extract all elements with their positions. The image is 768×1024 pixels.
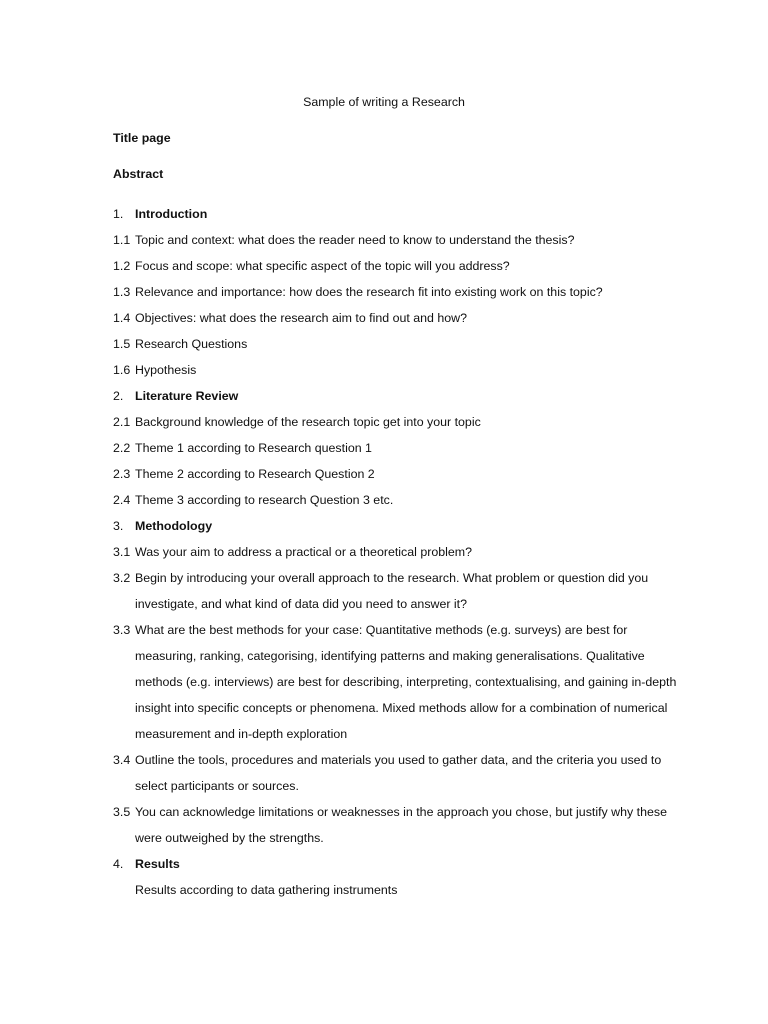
item-number: 3.5	[113, 805, 131, 819]
item-number: 3.4	[113, 753, 131, 767]
item-number: 2.2	[113, 441, 131, 455]
item-text: Theme 3 according to research Question 3 etc.	[135, 493, 394, 507]
section-label: Introduction	[135, 207, 208, 221]
item-number: 1.2	[113, 259, 131, 273]
list-item	[113, 279, 681, 305]
list-item	[113, 331, 681, 357]
item-number: 3.1	[113, 545, 131, 559]
item-text: Relevance and importance: how does the research fit into existing work on this topic?	[135, 285, 603, 299]
title-page-heading: Title page	[113, 131, 171, 145]
section-label: Methodology	[135, 519, 213, 533]
list-item	[113, 747, 681, 799]
list-item	[113, 539, 681, 565]
section-label: Literature Review	[135, 389, 239, 403]
list-item	[113, 435, 681, 461]
item-text: Theme 2 according to Research Question 2	[135, 467, 375, 481]
document-body	[113, 93, 681, 903]
item-text: Topic and context: what does the reader need to know to understand the thesis?	[135, 233, 575, 247]
list-item	[113, 565, 681, 617]
item-text: Begin by introducing your overall approach to the research. What problem or question did you investigate, and what kind of data did you need to answer it?	[135, 571, 649, 611]
item-number: 1.6	[113, 363, 131, 377]
item-number: 3.2	[113, 571, 131, 585]
item-text: Was your aim to address a practical or a theoretical problem?	[135, 545, 472, 559]
document-title: Sample of writing a Research	[303, 95, 465, 109]
list-item	[113, 461, 681, 487]
section-number: 4.	[113, 857, 124, 871]
list-item	[113, 227, 681, 253]
section-methodology-heading	[113, 513, 681, 539]
list-item	[113, 617, 681, 747]
item-number: 1.1	[113, 233, 131, 247]
item-text: Research Questions	[135, 337, 248, 351]
item-number: 3.3	[113, 623, 131, 637]
item-number: 2.1	[113, 415, 131, 429]
item-text: What are the best methods for your case: Quantitative methods (e.g. surveys) are best for measuring, ranking, categorising, identifying patterns and making generalisations. Qualitative methods (e.g. interviews) are best for describing, interpreting, contextualising, and gaining in-depth insight into specific concepts or phenomena. Mixed methods allow for a combination of numerical measurement and in-depth exploration	[135, 623, 677, 741]
item-text: You can acknowledge limitations or weaknesses in the approach you chose, but justify why these were outweighed by the strengths.	[135, 805, 667, 845]
section-number: 2.	[113, 389, 124, 403]
item-text: Objectives: what does the research aim to find out and how?	[135, 311, 467, 325]
item-number: 2.4	[113, 493, 131, 507]
item-number: 1.3	[113, 285, 131, 299]
section-literature-review-heading	[113, 383, 681, 409]
list-item	[113, 409, 681, 435]
item-number: 1.4	[113, 311, 131, 325]
item-text: Background knowledge of the research topic get into your topic	[135, 415, 481, 429]
section-label: Results	[135, 857, 180, 871]
list-item	[113, 487, 681, 513]
item-text: Focus and scope: what specific aspect of the topic will you address?	[135, 259, 510, 273]
item-text: Hypothesis	[135, 363, 197, 377]
item-text: Theme 1 according to Research question 1	[135, 441, 372, 455]
list-item	[113, 357, 681, 383]
abstract-heading: Abstract	[113, 167, 164, 181]
item-number: 1.5	[113, 337, 131, 351]
section-results-heading	[113, 851, 681, 877]
section-number: 1.	[113, 207, 124, 221]
list-item	[113, 799, 681, 851]
section-number: 3.	[113, 519, 124, 533]
item-text: Outline the tools, procedures and materials you used to gather data, and the criteria you used to select participants or sources.	[135, 753, 662, 793]
list-item	[113, 253, 681, 279]
results-note: Results according to data gathering instruments	[135, 883, 398, 897]
item-number: 2.3	[113, 467, 131, 481]
section-introduction-heading	[113, 201, 681, 227]
list-item	[113, 305, 681, 331]
